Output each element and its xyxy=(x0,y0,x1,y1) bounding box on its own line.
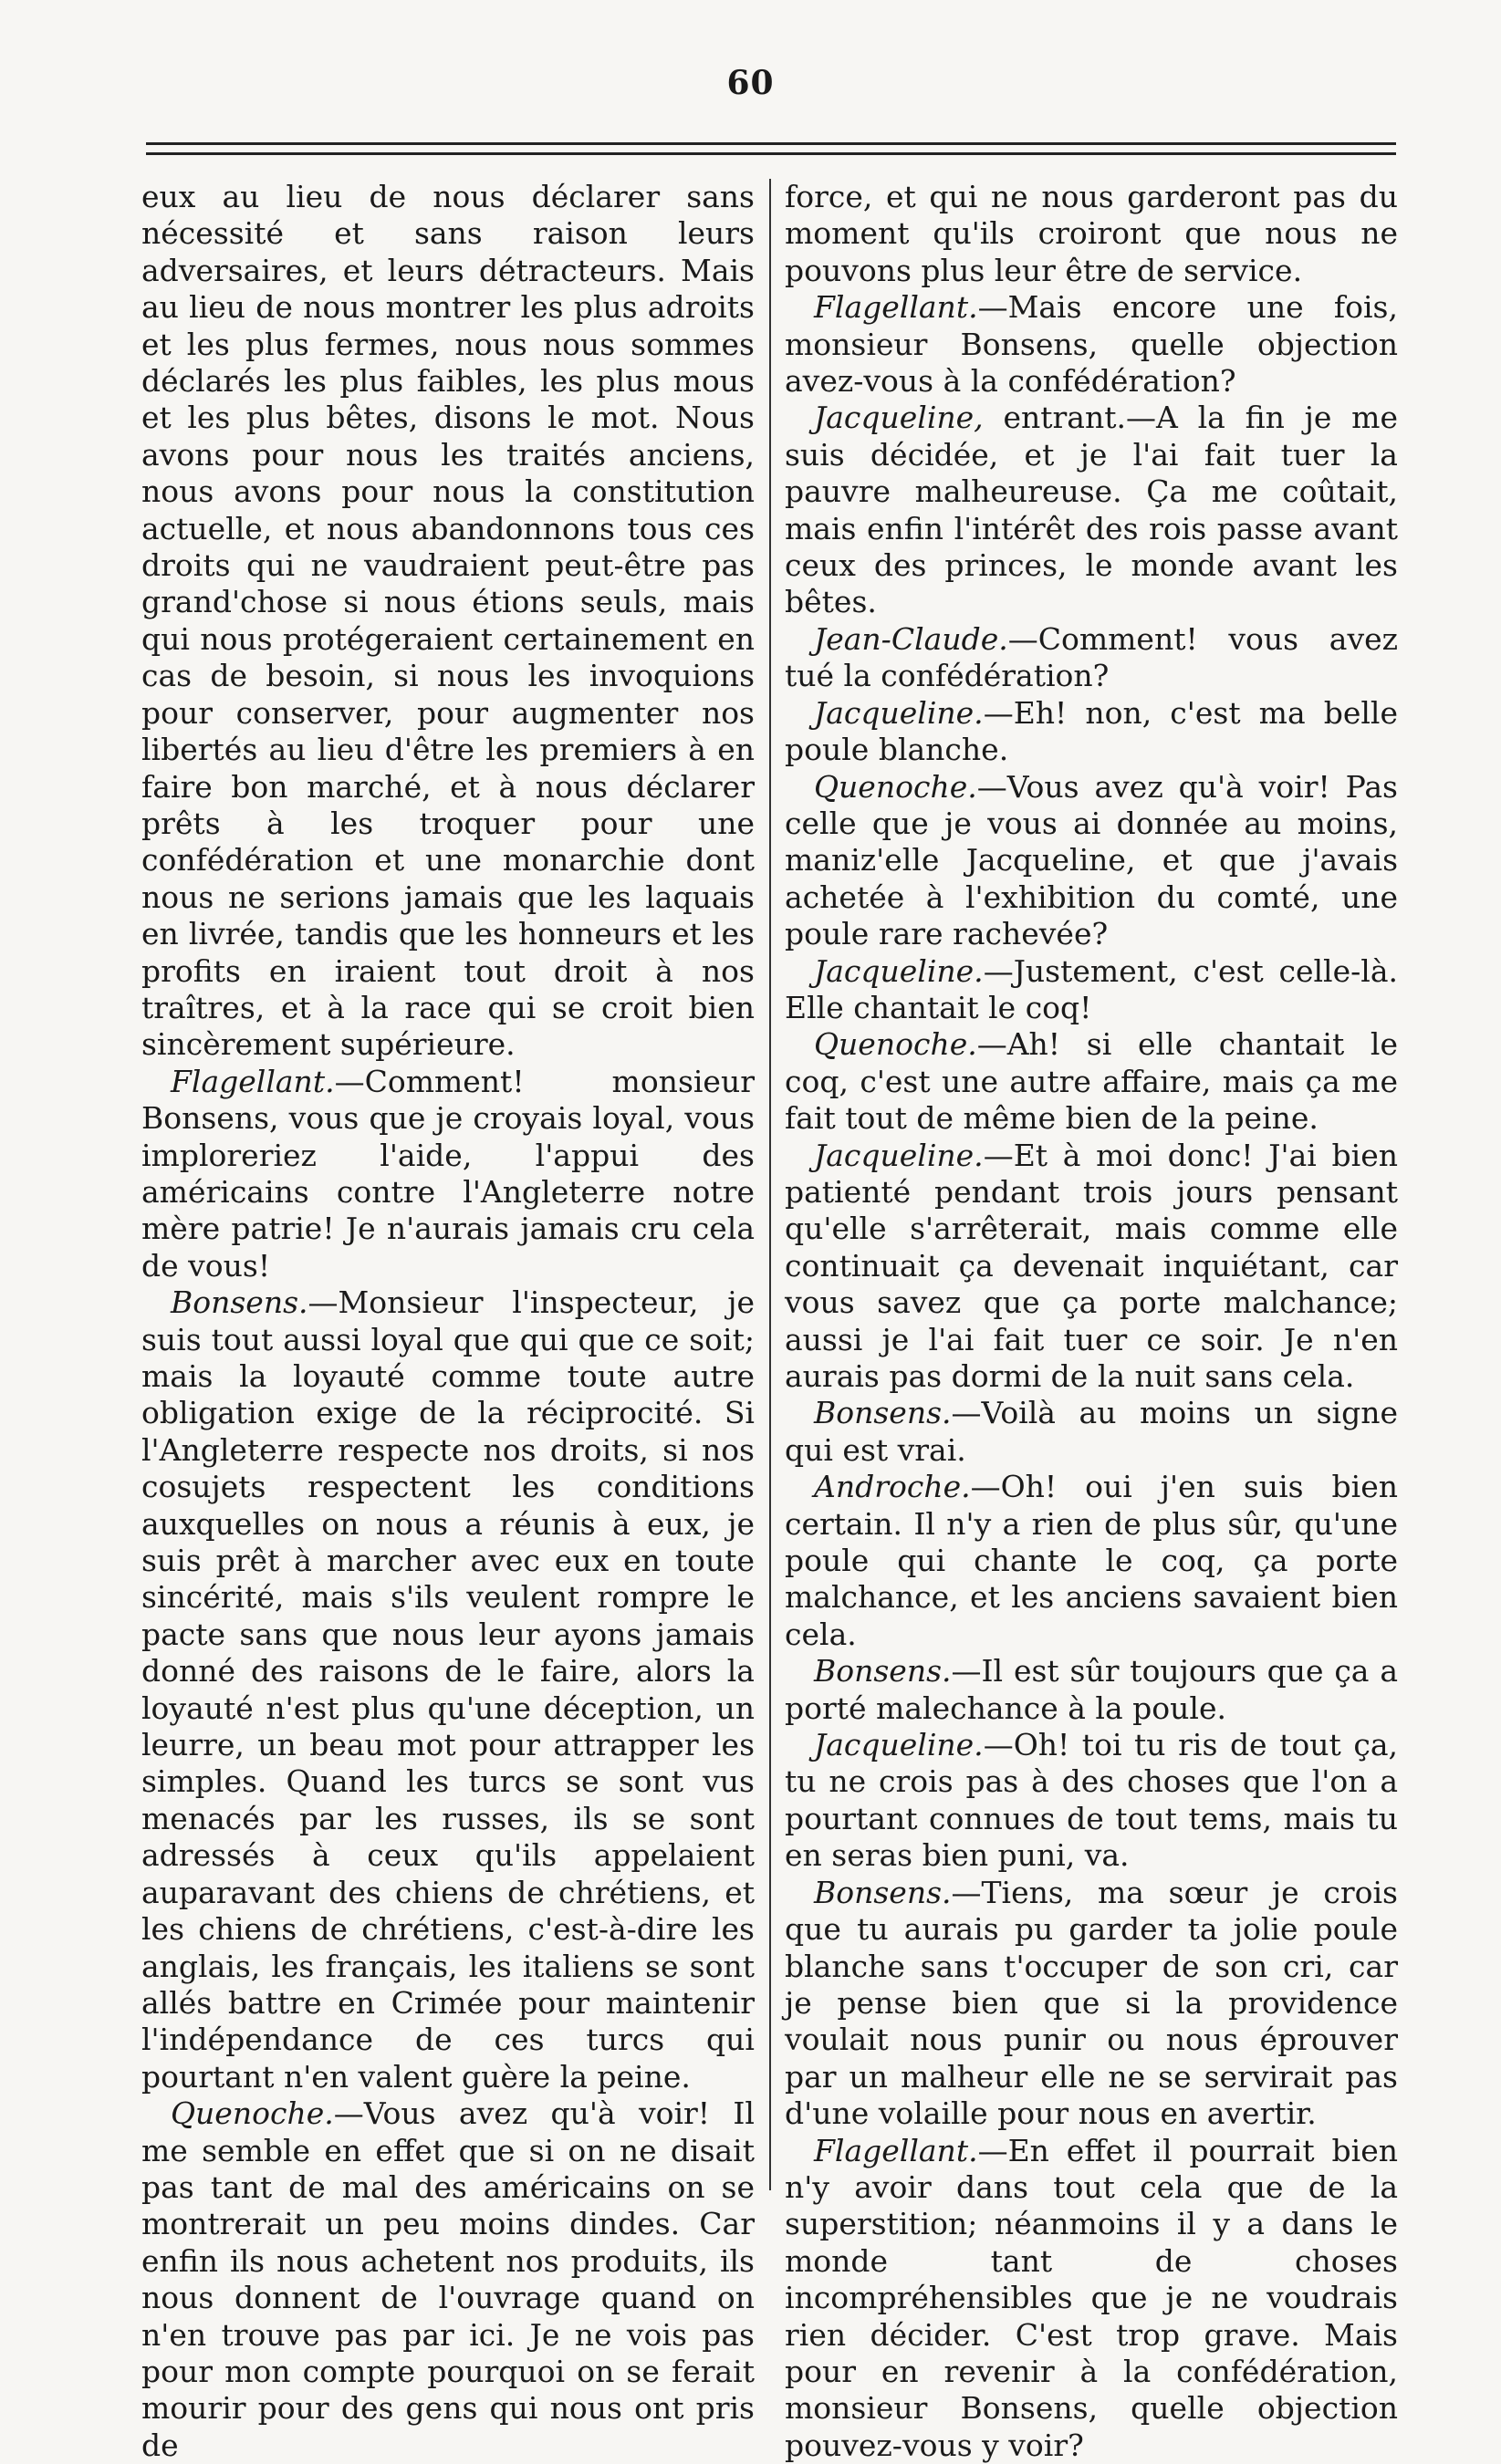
speaker-name: Jacqueline, xyxy=(814,400,984,436)
paragraph: Jacqueline, entrant.—A la fin je me suis décidée, et je l'ai fait tuer la pauvre malheureuse. Ça me coûtait, mais enfin l'intérêt des rois passe avant ceux des princes, le monde avant les bêtes. xyxy=(785,400,1398,620)
speaker-name: Jacqueline. xyxy=(814,1137,984,1173)
paragraph: Quenoche.—Vous avez qu'à voir! Il me semble en effet que si on ne disait pas tant de mal des américains on se montrerait un peu moins dindes. Car enfin ils nous achetent nos produits, ils nous donnent de l'ouvrage quand on n'en trouve pas par ici. Je ne vois pas pour mon compte pourquoi on se ferait mourir pour des gens qui nous ont pris de xyxy=(141,2095,755,2463)
speaker-name: Bonsens. xyxy=(171,1284,308,1321)
speaker-name: Flagellant. xyxy=(814,2132,978,2168)
paragraph: force, et qui ne nous garderont pas du moment qu'ils croiront que nous ne pouvons plus leur être de service. xyxy=(785,179,1398,288)
paragraph: eux au lieu de nous déclarer sans nécessité et sans raison leurs adversaires, et leurs détracteurs. Mais au lieu de nous montrer les plus adroits et les plus fermes, nous nous sommes déclarés les plus faibles, les plus mous et les plus bêtes, disons le mot. Nous avons pour nous les traités anciens, nous avons pour nous la constitution actuelle, et nous abandonnons tous ces droits qui ne vaudraient peut-être pas grand'chose si nous étions seuls, mais qui nous protégeraient certainement en cas de besoin, si nous les invoquions pour conserver, pour augmenter nos libertés au lieu d'être les premiers à en faire bon marché, et à nous déclarer prêts à les troquer pour une confédération et une monarchie dont nous ne serions jamais que les laquais en livrée, tandis que les honneurs et les profits en iraient tout droit à nos traîtres, et à la race qui se croit bien sincèrement supérieure. xyxy=(141,179,755,1063)
left-column xyxy=(141,179,755,2463)
paragraph: Jacqueline.—Oh! toi tu ris de tout ça, tu ne crois pas à des choses que l'on a pourtant connues de tout tems, mais tu en seras bien puni, va. xyxy=(785,1727,1398,1874)
speaker-name: Flagellant. xyxy=(814,289,978,326)
speaker-name: Jacqueline. xyxy=(814,952,984,989)
speaker-name: Quenoche. xyxy=(171,2095,334,2132)
right-column xyxy=(785,179,1398,2463)
paragraph: Quenoche.—Ah! si elle chantait le coq, c'est une autre affaire, mais ça me fait tout de même bien de la peine. xyxy=(785,1026,1398,1137)
paragraph: Bonsens.—Monsieur l'inspecteur, je suis tout aussi loyal que qui que ce soit; mais la loyauté comme toute autre obligation exige de la réciprocité. Si l'Angleterre respecte nos droits, si nos cosujets respectent les conditions auxquelles on nous a réunis à eux, je suis prêt à marcher avec eux en toute sincérité, mais s'ils veulent rompre le pacte sans que nous leur ayons jamais donné des raisons de le faire, alors la loyauté n'est plus qu'une déception, un leurre, un beau mot pour attrapper les simples. Quand les turcs se sont vus menacés par les russes, ils se sont adressés à ceux qu'ils appelaient auparavant des chiens de chrétiens, et les chiens de chrétiens, c'est-à-dire les anglais, les français, les italiens se sont allés battre en Crimée pour maintenir l'indépendance de ces turcs qui pourtant n'en valent guère la peine. xyxy=(141,1284,755,2095)
paragraph: Bonsens.—Tiens, ma sœur je crois que tu aurais pu garder ta jolie poule blanche sans t'occuper de son cri, car je pense bien que si la providence voulait nous punir ou nous éprouver par un malheur elle ne se servirait pas d'une volaille pour nous en avertir. xyxy=(785,1874,1398,2132)
speaker-name: Quenoche. xyxy=(814,768,977,805)
paragraph: Jacqueline.—Justement, c'est celle-là. Elle chantait le coq! xyxy=(785,952,1398,1025)
speaker-name: Bonsens. xyxy=(814,1653,952,1689)
speaker-name: Androche. xyxy=(814,1469,971,1505)
speaker-name: Flagellant. xyxy=(171,1063,335,1099)
paragraph: Jacqueline.—Eh! non, c'est ma belle poule blanche. xyxy=(785,694,1398,768)
paragraph: Flagellant.—En effet il pourrait bien n'y avoir dans tout cela que de la superstition; néanmoins il y a dans le monde tant de choses incompréhensibles que je ne voudrais rien décider. C'est trop grave. Mais pour en revenir à la confédération, monsieur Bonsens, quelle objection pouvez-vous y voir? xyxy=(785,2132,1398,2463)
paragraph: Bonsens.—Voilà au moins un signe qui est vrai. xyxy=(785,1395,1398,1468)
paragraph: Bonsens.—Il est sûr toujours que ça a porté malechance à la poule. xyxy=(785,1653,1398,1726)
speaker-name: Bonsens. xyxy=(814,1395,952,1431)
page-number: 60 xyxy=(726,64,775,102)
speaker-name: Quenoche. xyxy=(814,1026,977,1063)
paragraph: Jacqueline.—Et à moi donc! J'ai bien patienté pendant trois jours pensant qu'elle s'arrêterait, mais comme elle continuait ça devenait inquiétant, car vous savez que ça porte malchance; aussi je l'ai fait tuer ce soir. Je n'en aurais pas dormi de la nuit sans cela. xyxy=(785,1137,1398,1394)
paragraph: Quenoche.—Vous avez qu'à voir! Pas celle que je vous ai donnée au moins, maniz'elle Jacqueline, et que j'avais achetée à l'exhibition du comté, une poule rare rachevée? xyxy=(785,768,1398,952)
header-double-rule xyxy=(146,142,1396,155)
speaker-name: Jacqueline. xyxy=(814,1727,984,1763)
speaker-name: Bonsens. xyxy=(814,1874,952,1910)
paragraph: Flagellant.—Comment! monsieur Bonsens, vous que je croyais loyal, vous imploreriez l'aide, l'appui des américains contre l'Angleterre notre mère patrie! Je n'aurais jamais cru cela de vous! xyxy=(141,1063,755,1284)
speaker-name: Jacqueline. xyxy=(814,694,984,731)
speaker-name: Jean-Claude. xyxy=(814,620,1008,657)
paragraph: Jean-Claude.—Comment! vous avez tué la confédération? xyxy=(785,620,1398,694)
paragraph: Flagellant.—Mais encore une fois, monsieur Bonsens, quelle objection avez-vous à la confédération? xyxy=(785,289,1398,400)
column-divider xyxy=(769,179,771,2190)
paragraph: Androche.—Oh! oui j'en suis bien certain. Il n'y a rien de plus sûr, qu'une poule qui chante le coq, ça porte malchance, et les anciens savaient bien cela. xyxy=(785,1469,1398,1652)
